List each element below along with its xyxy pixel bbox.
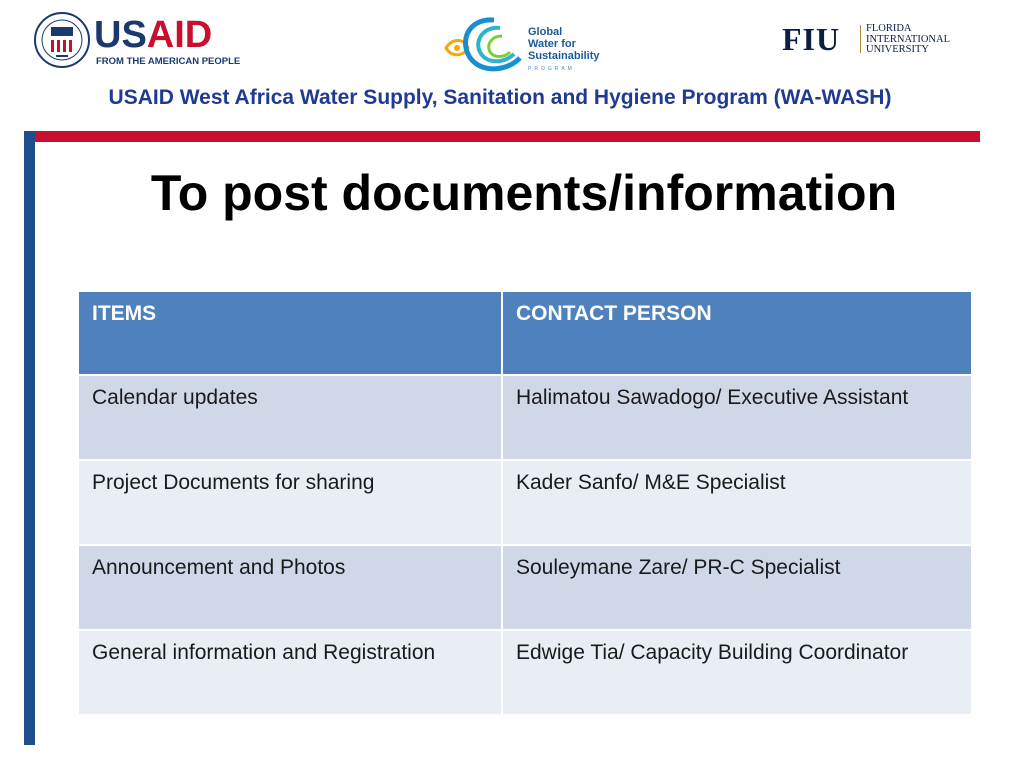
side-bar-blue — [24, 131, 35, 745]
contact-cell: Souleymane Zare/ PR-C Specialist — [502, 545, 972, 630]
column-header-contact-person: CONTACT PERSON — [502, 291, 972, 375]
gws-logo — [438, 14, 618, 76]
usaid-seal-icon — [34, 12, 90, 68]
table-row — [78, 630, 972, 715]
item-cell: Calendar updates — [78, 375, 502, 460]
item-cell: Project Documents for sharing — [78, 460, 502, 545]
gws-wordmark: Global Water for Sustainability PROGRAM — [528, 26, 600, 72]
contact-cell: Halimatou Sawadogo/ Executive Assistant — [502, 375, 972, 460]
fiu-university-name: FLORIDA INTERNATIONAL UNIVERSITY — [866, 23, 950, 55]
slide-title: To post documents/information — [150, 165, 898, 221]
program-title: USAID West Africa Water Supply, Sanitation and Hygiene Program (WA-WASH) — [108, 86, 892, 109]
usaid-tagline: FROM THE AMERICAN PEOPLE — [96, 56, 241, 67]
item-cell: Announcement and Photos — [78, 545, 502, 630]
usaid-logo — [34, 12, 241, 72]
water-swirl-icon — [438, 14, 530, 76]
contacts-table — [77, 290, 973, 716]
table-row — [78, 545, 972, 630]
table-header-row — [78, 291, 972, 375]
table-row — [78, 460, 972, 545]
fiu-divider — [860, 25, 861, 53]
header-divider-red — [24, 131, 980, 142]
contact-cell: Kader Sanfo/ M&E Specialist — [502, 460, 972, 545]
fiu-logo — [782, 22, 962, 58]
contact-cell: Edwige Tia/ Capacity Building Coordinator — [502, 630, 972, 715]
column-header-items: ITEMS — [78, 291, 502, 375]
usaid-wordmark: USAID — [94, 14, 213, 56]
table-row — [78, 375, 972, 460]
fiu-wordmark: FIU — [782, 21, 841, 57]
item-cell: General information and Registration — [78, 630, 502, 715]
